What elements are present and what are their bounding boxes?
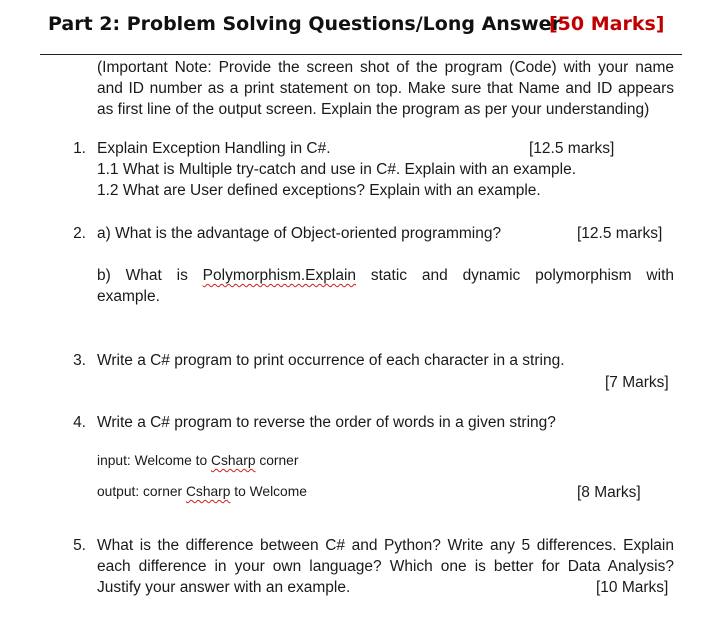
question-5-line-3: Justify your answer with an example. bbox=[97, 579, 351, 596]
important-note-line-3: as first line of the output screen. Explain the program as per your understanding) bbox=[97, 101, 650, 118]
question-5-number: 5. bbox=[73, 537, 86, 554]
question-4-input-example bbox=[97, 451, 298, 470]
question-5-line-1: What is the difference between C# and Python? Write any 5 differences. Explain bbox=[97, 537, 674, 554]
question-4-input-suffix: corner bbox=[255, 453, 299, 468]
question-4-output-suffix: to Welcome bbox=[230, 484, 307, 499]
question-2-part-b-suffix: static and dynamic polymorphism with bbox=[356, 267, 674, 284]
question-4-output-flagged-word: Csharp bbox=[185, 484, 231, 499]
question-5-marks: [10 Marks] bbox=[596, 579, 669, 596]
question-1-number: 1. bbox=[73, 140, 86, 157]
question-1-text: Explain Exception Handling in C#. bbox=[97, 140, 331, 157]
question-1-sub-2: 1.2 What are User defined exceptions? Explain with an example. bbox=[97, 182, 541, 199]
question-3-text: Write a C# program to print occurrence of each character in a string. bbox=[97, 352, 565, 369]
question-2-marks: [12.5 marks] bbox=[577, 225, 663, 242]
question-2-number: 2. bbox=[73, 225, 86, 242]
question-2-part-a: a) What is the advantage of Object-oriented programming? bbox=[97, 225, 502, 242]
important-note-line-2: and ID number as a print statement on top. Make sure that Name and ID appears bbox=[97, 80, 674, 97]
important-note-line-1: (Important Note: Provide the screen shot of the program (Code) with your name bbox=[97, 59, 674, 76]
question-5-line-2: each difference in your own language? Which one is better for Data Analysis? bbox=[97, 558, 674, 575]
question-4-number: 4. bbox=[73, 414, 86, 431]
question-2-part-b-prefix: b) What is bbox=[97, 267, 203, 284]
question-4-input-flagged-word: Csharp bbox=[211, 453, 256, 468]
question-1-marks: [12.5 marks] bbox=[529, 140, 615, 157]
question-3-number: 3. bbox=[73, 352, 86, 369]
section-title: Part 2: Problem Solving Questions/Long Answer bbox=[48, 13, 561, 35]
section-total-marks: [50 Marks] bbox=[549, 13, 665, 35]
header-divider bbox=[40, 54, 682, 55]
question-4-marks: [8 Marks] bbox=[577, 484, 641, 501]
question-2-part-b-flagged-word: Polymorphism.Explain bbox=[202, 267, 357, 284]
question-4-output-example bbox=[97, 482, 307, 501]
question-4-input-prefix: input: Welcome to bbox=[97, 453, 212, 468]
question-2-part-b-line-1 bbox=[97, 265, 674, 286]
question-4-text: Write a C# program to reverse the order of words in a given string? bbox=[97, 414, 556, 431]
question-2-part-b-line-2: example. bbox=[97, 288, 160, 305]
question-1-sub-1: 1.1 What is Multiple try-catch and use in C#. Explain with an example. bbox=[97, 161, 577, 178]
question-4-output-prefix: output: corner bbox=[97, 484, 186, 499]
question-3-marks: [7 Marks] bbox=[605, 374, 669, 391]
